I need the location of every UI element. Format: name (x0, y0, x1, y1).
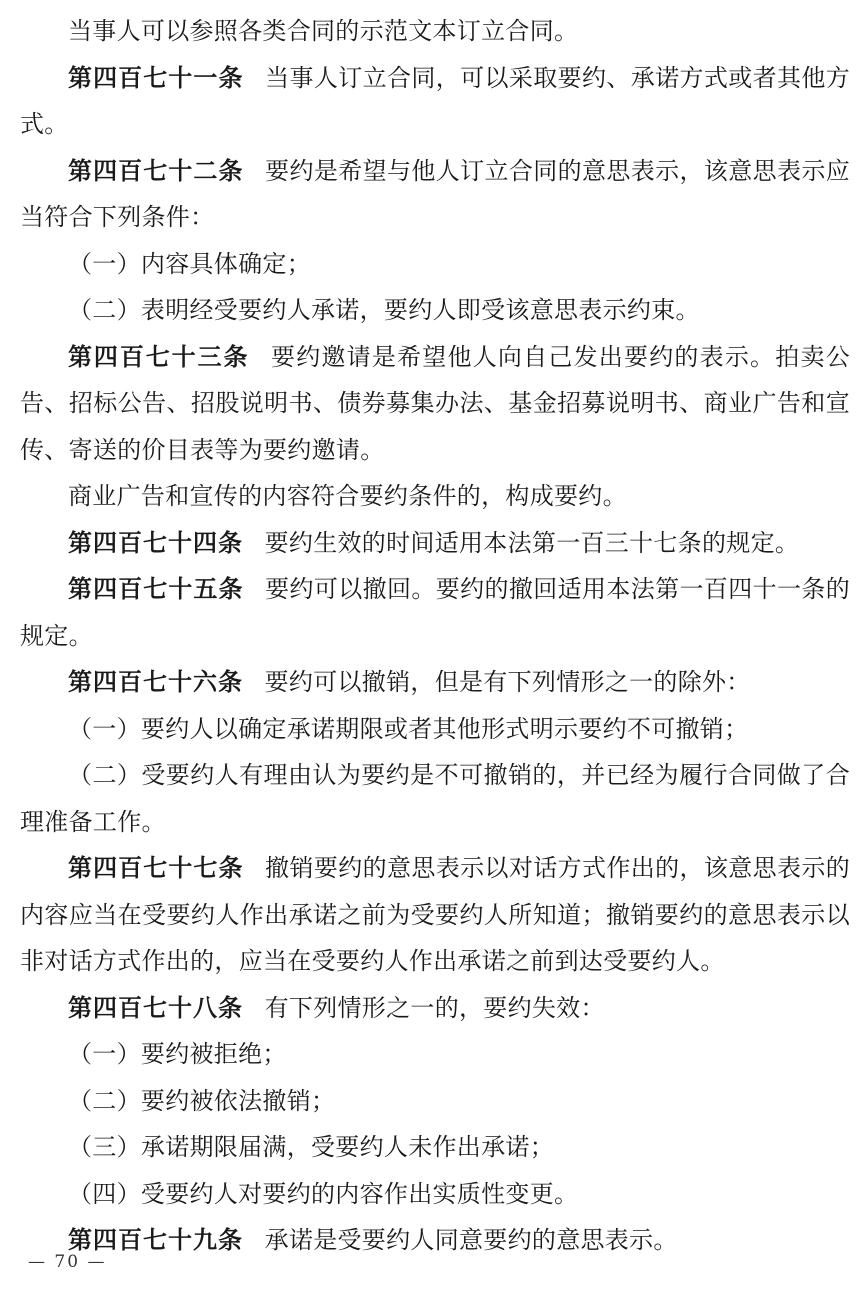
paragraph (20, 1078, 850, 1125)
article-label: 第四百七十五条 (68, 575, 244, 603)
paragraph (20, 659, 850, 706)
paragraph (20, 1124, 850, 1171)
paragraph (20, 473, 850, 520)
paragraph-text: 要约生效的时间适用本法第一百三十七条的规定。 (264, 528, 800, 557)
paragraph (20, 1031, 850, 1078)
article-label: 第四百七十四条 (68, 528, 243, 557)
article-label: 第四百七十八条 (68, 993, 243, 1022)
paragraph (20, 566, 850, 659)
article-label: 第四百七十三条 (68, 342, 250, 371)
article-label: 第四百七十六条 (68, 668, 243, 696)
paragraph (20, 55, 850, 148)
paragraph (20, 845, 850, 985)
paragraph (20, 287, 850, 334)
paragraph-text: （一）内容具体确定； (68, 249, 311, 278)
paragraph-text: （四）受要约人对要约的内容作出实质性变更。 (68, 1179, 579, 1208)
paragraph-text: （二）受要约人有理由认为要约是不可撤销的，并已经为履行合同做了合理准备工作。 (20, 761, 850, 836)
paragraph-text: 当事人订立合同，可以采取要约、承诺方式或者其他方式。 (20, 63, 850, 138)
paragraph-text: （一）要约被拒绝； (68, 1040, 287, 1068)
paragraph (20, 752, 850, 845)
paragraph (20, 706, 850, 753)
paragraph (20, 241, 850, 288)
paragraph (20, 520, 850, 567)
paragraph (20, 148, 850, 241)
paragraph (20, 985, 850, 1032)
paragraph-text: 撤销要约的意思表示以对话方式作出的，该意思表示的内容应当在受要约人作出承诺之前为受要约人所知道；撤销要约的意思表示以非对话方式作出的，应当在受要约人作出承诺之前到达受要约人。 (20, 854, 850, 975)
paragraph-text: 承诺是受要约人同意要约的意思表示。 (264, 1226, 678, 1254)
paragraph-text: 要约邀请是希望他人向自己发出要约的表示。拍卖公告、招标公告、招股说明书、债券募集办法、基金招募说明书、商业广告和宣传、寄送的价目表等为要约邀请。 (20, 342, 851, 464)
paragraph (20, 1171, 850, 1218)
page-number: — 70 — (28, 1252, 107, 1272)
paragraph-text: （一）要约人以确定承诺期限或者其他形式明示要约不可撤销； (68, 714, 749, 743)
paragraph-text: （二）表明经受要约人承诺，要约人即受该意思表示约束。 (68, 296, 700, 324)
paragraph-text: 要约可以撤回。要约的撤回适用本法第一百四十一条的规定。 (20, 575, 850, 650)
document-page (20, 8, 850, 1264)
paragraph-text: 当事人可以参照各类合同的示范文本订立合同。 (68, 17, 579, 45)
paragraph-text: （二）要约被依法撤销； (68, 1086, 336, 1115)
paragraph-text: 要约是希望与他人订立合同的意思表示，该意思表示应当符合下列条件： (20, 156, 850, 231)
paragraph-text: （三）承诺期限届满，受要约人未作出承诺； (68, 1133, 554, 1161)
paragraph-text: 有下列情形之一的，要约失效： (264, 993, 605, 1022)
article-label: 第四百七十一条 (68, 63, 244, 92)
paragraph-text: 要约可以撤销，但是有下列情形之一的除外： (264, 668, 751, 696)
article-label: 第四百七十二条 (68, 156, 244, 185)
article-label: 第四百七十七条 (68, 854, 244, 882)
article-label: 第四百七十九条 (68, 1226, 243, 1254)
paragraph (20, 1217, 850, 1264)
paragraph-text: 商业广告和宣传的内容符合要约条件的，构成要约。 (68, 482, 627, 510)
paragraph (20, 8, 850, 55)
paragraph (20, 334, 850, 474)
